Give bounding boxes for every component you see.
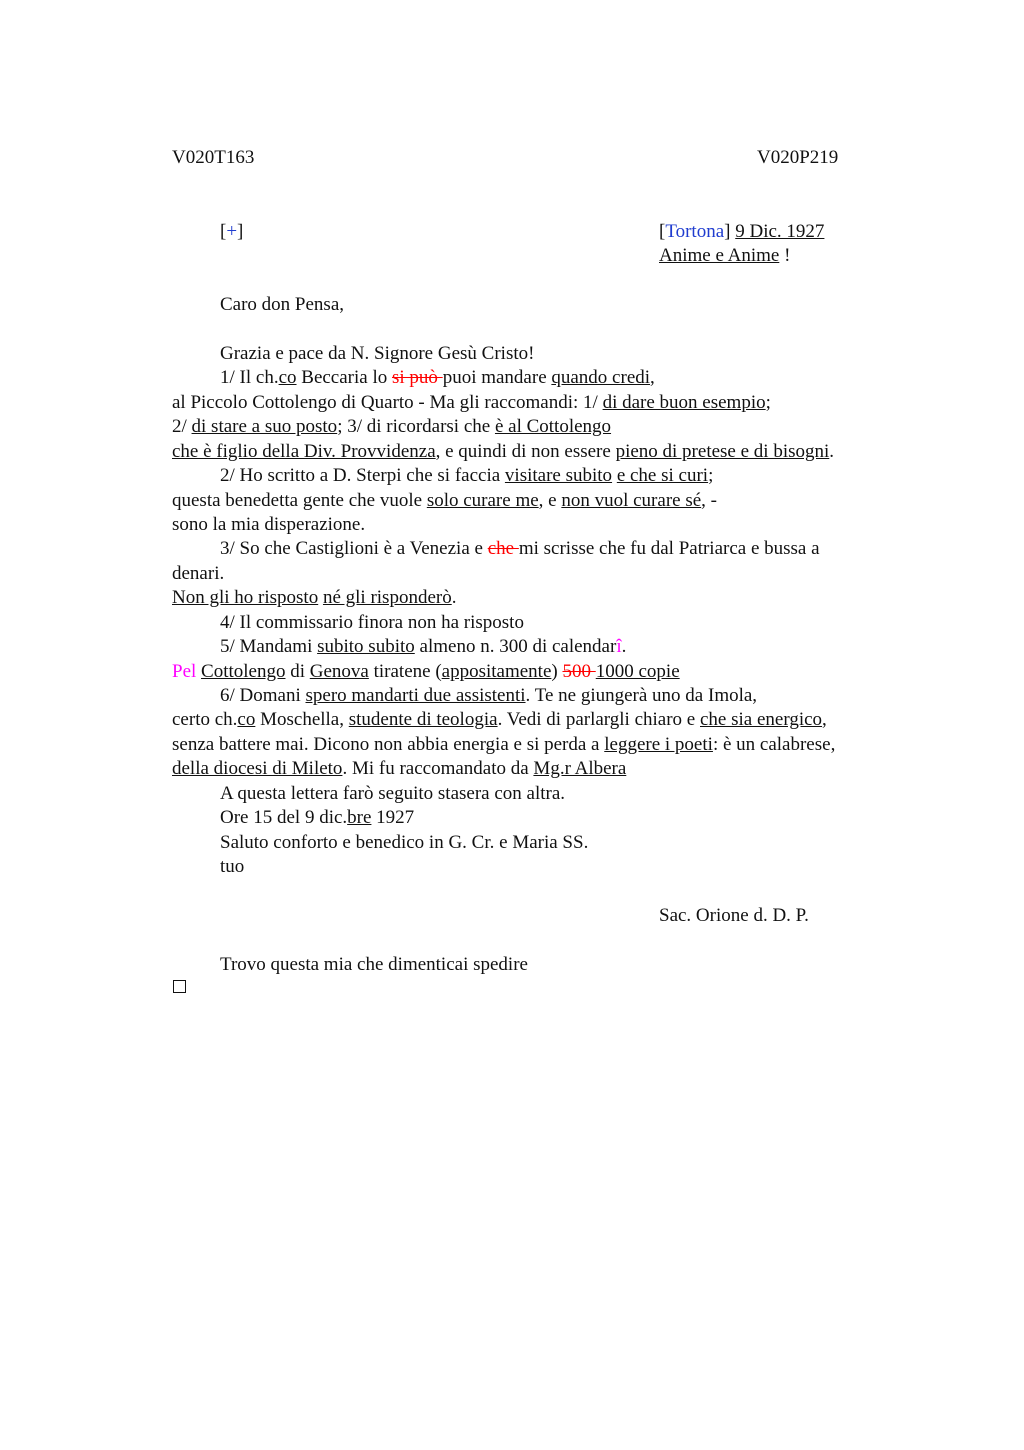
point-3-line-1: 3/ So che Castiglioni è a Venezia e che mi scrisse che fu dal Patriarca e bussa a (220, 538, 820, 559)
point-1-line-3: 2/ di stare a suo posto; 3/ di ricordarsi che è al Cottolengo (172, 416, 612, 437)
greeting: Grazia e pace da N. Signore Gesù Cristo! (220, 343, 535, 364)
point-6-line-2: certo ch.co Moschella, studente di teologia. Vedi di parlargli chiaro e che sia energico, (172, 709, 827, 730)
deleted-text: si può (392, 367, 443, 388)
archive-code-right: V020P219 (757, 147, 839, 168)
point-2-line-1: 2/ Ho scritto a D. Sterpi che si faccia visitare subito e che si curi; (220, 465, 714, 486)
point-6-line-4: della diocesi di Mileto. Mi fu raccomandato da Mg.r Albera (172, 758, 627, 779)
point-1-line-4: che è figlio della Div. Provvidenza, e quindi di non essere pieno di pretese e di bisogni. (172, 441, 835, 462)
closing-line-4: tuo (220, 856, 245, 877)
point-4: 4/ Il commissario finora non ha risposto (220, 612, 524, 633)
end-marker-square (173, 980, 186, 993)
point-1-line-1: 1/ Il ch.co Beccaria lo si può puoi mandare quando credi, (220, 367, 655, 388)
point-6-line-1: 6/ Domani spero mandarti due assistenti. Te ne giungerà uno da Imola, (220, 685, 758, 706)
postscript: Trovo questa mia che dimenticai spedire (220, 954, 528, 975)
point-2-line-2: questa benedetta gente che vuole solo curare me, e non vuol curare sé, - (172, 490, 717, 511)
place-date: [Tortona] 9 Dic. 1927 (659, 221, 825, 242)
point-1-line-2: al Piccolo Cottolengo di Quarto - Ma gli raccomandi: 1/ di dare buon esempio; (172, 392, 771, 413)
point-5-line-2: Pel Cottolengo di Genova tiratene (appositamente) 500 1000 copie (172, 661, 680, 682)
closing-line-1: A questa lettera farò seguito stasera con altra. (220, 783, 566, 804)
deleted-text: che (487, 538, 519, 559)
point-3-line-3: Non gli ho risposto né gli risponderò. (172, 587, 457, 608)
deleted-text: 500 (562, 661, 596, 682)
cross-mark: [+] (220, 221, 244, 242)
place-name: Tortona (665, 221, 725, 242)
signature: Sac. Orione d. D. P. (659, 905, 809, 926)
motto: Anime e Anime ! (659, 245, 791, 266)
letter-date: 9 Dic. 1927 (735, 221, 825, 242)
point-6-line-3: senza battere mai. Dicono non abbia energia e si perda a leggere i poeti: è un calabrese, (172, 734, 836, 755)
closing-line-3: Saluto conforto e benedico in G. Cr. e Maria SS. (220, 832, 589, 853)
closing-line-2: Ore 15 del 9 dic.bre 1927 (220, 807, 415, 828)
point-2-line-3: sono la mia disperazione. (172, 514, 366, 535)
point-5-line-1: 5/ Mandami subito subito almeno n. 300 di calendarî. (220, 636, 627, 657)
archive-code-left: V020T163 (172, 147, 255, 168)
point-3-line-2: denari. (172, 563, 225, 584)
salutation: Caro don Pensa, (220, 294, 345, 315)
